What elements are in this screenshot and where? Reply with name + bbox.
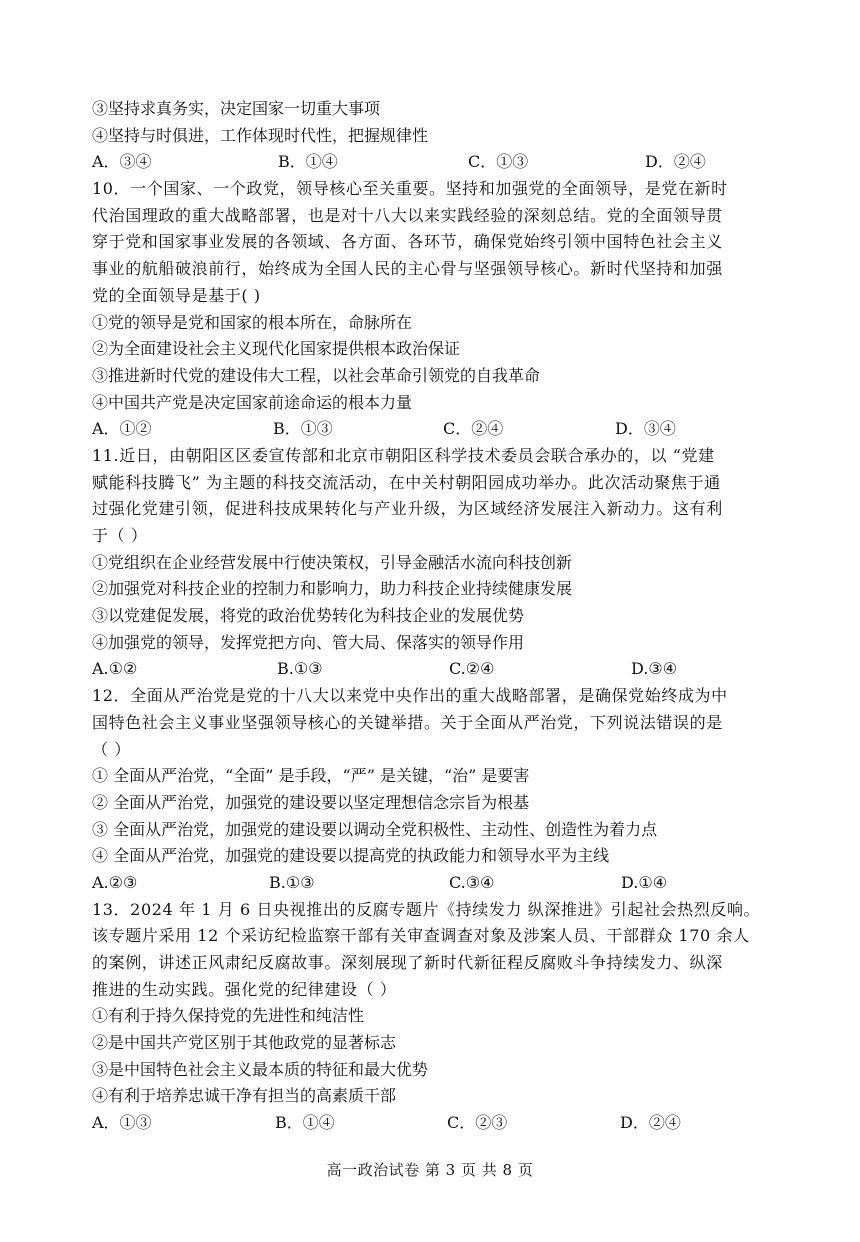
answer-item: ④坚持与时俱进，工作体现时代性，把握规律性 — [92, 125, 429, 145]
answer-item: ③是中国特色社会主义最本质的特征和最大优势 — [92, 1059, 429, 1079]
stem-line: 的案例，讲述正风肃纪反腐故事。深刻展现了新时代新征程反腐败斗争持续发力、纵深 — [92, 953, 723, 972]
question-10 — [92, 176, 782, 443]
stem-line: 国特色社会主义事业坚强领导核心的关键举措。关于全面从严治党，下列说法错误的是 — [92, 712, 723, 732]
option-c: C.③④ — [449, 872, 495, 892]
stem-line: 过强化党建引领，促进科技成果转化与产业升级，为区域经济发展注入新动力。这有利 — [92, 499, 723, 519]
page-footer: 高一政治试卷 第 3 页 共 8 页 — [326, 1161, 534, 1179]
question-stem — [92, 897, 782, 1004]
stem-line: 代治国理政的重大战略部署，也是对十八大以来实践经验的深刻总结。党的全面领导贯 — [92, 205, 723, 225]
question-11 — [92, 443, 782, 683]
answer-item: ① 全面从严治党，“全面” 是手段，“严” 是关键，“治” 是要害 — [92, 766, 530, 786]
answer-item: ③坚持求真务实，决定国家一切重大事项 — [92, 99, 381, 118]
answer-item: ④ 全面从严治党，加强党的建设要以提高党的执政能力和领导水平为主线 — [92, 846, 610, 866]
answer-item: ④加强党的领导，发挥党把方向、管大局、保落实的领导作用 — [92, 632, 525, 652]
answer-item: ①党的领导是党和国家的根本所在，命脉所在 — [92, 312, 413, 332]
option-a: A．①③ — [92, 1113, 152, 1133]
answer-options — [92, 870, 782, 897]
option-d: D．②④ — [620, 1113, 681, 1133]
option-a: A．③④ — [92, 152, 152, 172]
option-c: C.②④ — [449, 659, 495, 679]
option-d: D．③④ — [615, 419, 676, 439]
answer-options — [92, 149, 782, 176]
stem-line: 该专题片采用 12 个采访纪检监察干部有关审查调查对象及涉案人员、干部群众 170 余人 — [92, 926, 750, 946]
answer-item: ② 全面从严治党，加强党的建设要以坚定理想信念宗旨为根基 — [92, 792, 530, 812]
answer-item: ②是中国共产党区别于其他政党的显著标志 — [92, 1033, 397, 1053]
stem-line: 推进的生动实践。强化党的纪律建设（ ） — [92, 979, 397, 999]
answer-options — [92, 656, 782, 683]
option-c: C．①③ — [468, 152, 529, 172]
answer-item: ②为全面建设社会主义现代化国家提供根本政治保证 — [92, 339, 461, 359]
stem-line: 事业的航船破浪前行，始终成为全国人民的主心骨与坚强领导核心。新时代坚持和加强 — [92, 259, 723, 279]
question-13 — [92, 897, 782, 1137]
answer-options — [92, 1110, 782, 1137]
question-stem — [92, 443, 782, 550]
answer-item: ③ 全面从严治党，加强党的建设要以调动全党积极性、主动性、创造性为着力点 — [92, 819, 658, 839]
option-a: A.①② — [92, 659, 138, 679]
exam-page-content — [92, 96, 782, 1137]
question-stem — [92, 683, 782, 763]
answer-item: ③推进新时代党的建设伟大工程，以社会革命引领党的自我革命 — [92, 365, 541, 385]
stem-line: 12．全面从严治党是党的十八大以来党中央作出的重大战略部署，是确保党始终成为中 — [92, 686, 728, 706]
option-b: B．①③ — [273, 419, 333, 439]
answer-options — [92, 416, 782, 443]
answer-item: ④有利于培养忠诚干净有担当的高素质干部 — [92, 1086, 397, 1106]
stem-line: 于（ ） — [92, 526, 148, 545]
answer-item: ②加强党对科技企业的控制力和影响力，助力科技企业持续健康发展 — [92, 579, 573, 599]
stem-line: 11.近日，由朝阳区区委宣传部和北京市朝阳区科学技术委员会联合承办的，以 “党建 — [92, 445, 715, 465]
option-c: C．②④ — [443, 419, 504, 439]
question-12 — [92, 683, 782, 897]
option-d: D.①④ — [621, 872, 668, 892]
stem-line: 赋能科技腾飞” 为主题的科技交流活动，在中关村朝阳园成功举办。此次活动聚焦于通 — [92, 472, 721, 492]
stem-line: 13．2024 年 1 月 6 日央视推出的反腐专题片《持续发力 纵深推进》引起社会热烈反响。 — [92, 899, 761, 919]
option-b: B.①③ — [277, 659, 323, 679]
answer-item: ③以党建促发展，将党的政治优势转化为科技企业的发展优势 — [92, 606, 525, 626]
question-9-tail — [92, 96, 782, 176]
stem-line: （ ） — [92, 739, 131, 759]
option-b: B．①④ — [275, 1113, 335, 1133]
stem-line: 穿于党和国家事业发展的各领域、各方面、各环节，确保党始终引领中国特色社会主义 — [92, 232, 723, 252]
option-b: B.①③ — [269, 872, 315, 892]
stem-line: 10．一个国家、一个政党，领导核心至关重要。坚持和加强党的全面领导，是党在新时 — [92, 179, 728, 199]
option-a: A.②③ — [92, 872, 138, 892]
answer-item: ①有利于持久保持党的先进性和纯洁性 — [92, 1006, 365, 1026]
option-a: A．①② — [92, 419, 152, 439]
stem-line: 党的全面领导是基于( ) — [92, 285, 261, 305]
option-b: B．①④ — [278, 152, 338, 172]
question-stem — [92, 176, 782, 309]
option-d: D.③④ — [631, 659, 678, 679]
option-c: C．②③ — [447, 1113, 508, 1133]
option-d: D．②④ — [645, 152, 706, 172]
answer-item: ①党组织在企业经营发展中行使决策权，引导金融活水流向科技创新 — [92, 552, 573, 572]
answer-item: ④中国共产党是决定国家前途命运的根本力量 — [92, 392, 413, 412]
